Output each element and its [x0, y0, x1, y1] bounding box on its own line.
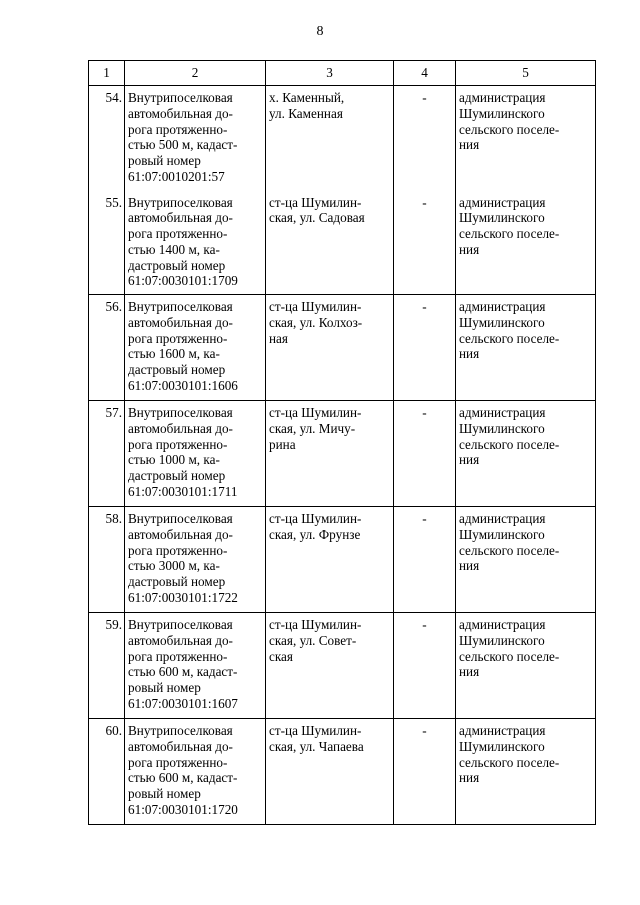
header-col-3: 3	[266, 61, 394, 86]
object-description: Внутрипоселковая автомобильная до- рога протяженно- стью 500 м, кадаст- ровый номер 61:07:0010201:57	[125, 86, 266, 191]
roads-registry-table	[88, 60, 596, 825]
object-address: ст-ца Шумилин- ская, ул. Колхоз- ная	[266, 295, 394, 401]
object-address: ст-ца Шумилин- ская, ул. Совет- ская	[266, 613, 394, 719]
object-owner: администрация Шумилинского сельского поселе- ния	[456, 507, 596, 613]
table-row	[89, 191, 596, 295]
header-col-1: 1	[89, 61, 125, 86]
header-col-2: 2	[125, 61, 266, 86]
column-4-value: -	[394, 507, 456, 613]
object-description: Внутрипоселковая автомобильная до- рога протяженно- стью 1600 м, ка- дастровый номер 61:07:0030101:1606	[125, 295, 266, 401]
table-row	[89, 613, 596, 719]
object-address: х. Каменный, ул. Каменная	[266, 86, 394, 191]
object-owner: администрация Шумилинского сельского поселе- ния	[456, 295, 596, 401]
object-description: Внутрипоселковая автомобильная до- рога протяженно- стью 3000 м, ка- дастровый номер 61:07:0030101:1722	[125, 507, 266, 613]
table-row	[89, 719, 596, 825]
column-4-value: -	[394, 401, 456, 507]
row-number: 56.	[89, 295, 125, 401]
object-description: Внутрипоселковая автомобильная до- рога протяженно- стью 1000 м, ка- дастровый номер 61:07:0030101:1711	[125, 401, 266, 507]
table-row	[89, 295, 596, 401]
object-owner: администрация Шумилинского сельского поселе- ния	[456, 191, 596, 295]
object-owner: администрация Шумилинского сельского поселе- ния	[456, 719, 596, 825]
column-4-value: -	[394, 86, 456, 191]
object-address: ст-ца Шумилин- ская, ул. Чапаева	[266, 719, 394, 825]
object-owner: администрация Шумилинского сельского поселе- ния	[456, 86, 596, 191]
table-header-row	[89, 61, 596, 86]
page-number: 8	[316, 24, 324, 39]
object-address: ст-ца Шумилин- ская, ул. Садовая	[266, 191, 394, 295]
row-number: 54.	[89, 86, 125, 191]
column-4-value: -	[394, 295, 456, 401]
row-number: 60.	[89, 719, 125, 825]
row-number: 58.	[89, 507, 125, 613]
table-row	[89, 507, 596, 613]
object-address: ст-ца Шумилин- ская, ул. Фрунзе	[266, 507, 394, 613]
header-col-4: 4	[394, 61, 456, 86]
object-description: Внутрипоселковая автомобильная до- рога протяженно- стью 600 м, кадаст- ровый номер 61:07:0030101:1607	[125, 613, 266, 719]
column-4-value: -	[394, 613, 456, 719]
row-number: 55.	[89, 191, 125, 295]
object-owner: администрация Шумилинского сельского поселе- ния	[456, 401, 596, 507]
row-number: 57.	[89, 401, 125, 507]
header-col-5: 5	[456, 61, 596, 86]
object-description: Внутрипоселковая автомобильная до- рога протяженно- стью 600 м, кадаст- ровый номер 61:07:0030101:1720	[125, 719, 266, 825]
object-description: Внутрипоселковая автомобильная до- рога протяженно- стью 1400 м, ка- дастровый номер 61:07:0030101:1709	[125, 191, 266, 295]
row-number: 59.	[89, 613, 125, 719]
object-address: ст-ца Шумилин- ская, ул. Мичу- рина	[266, 401, 394, 507]
table-row	[89, 401, 596, 507]
column-4-value: -	[394, 191, 456, 295]
column-4-value: -	[394, 719, 456, 825]
object-owner: администрация Шумилинского сельского поселе- ния	[456, 613, 596, 719]
table-row	[89, 86, 596, 191]
